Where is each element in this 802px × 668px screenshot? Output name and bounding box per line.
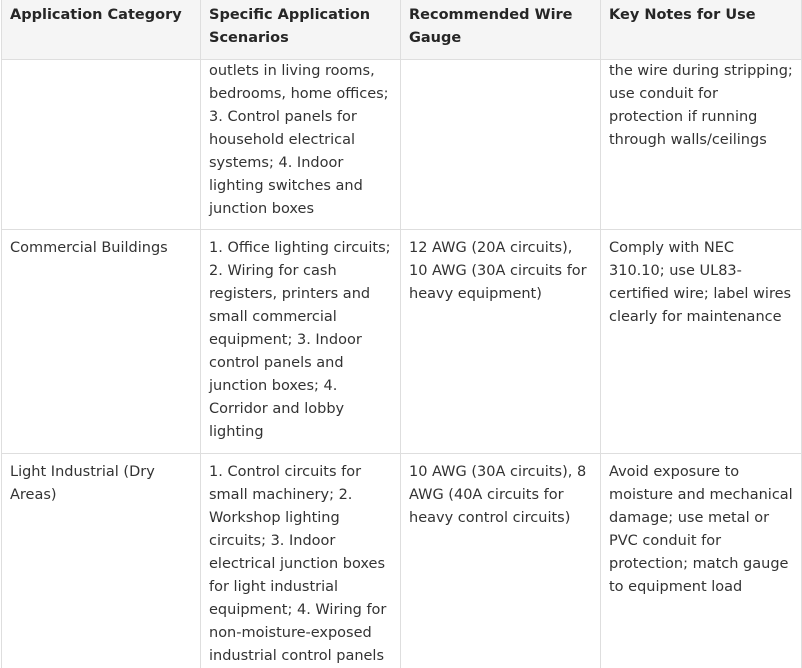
header-specific-application-scenarios: Specific Application Scenarios: [201, 0, 401, 59]
cell-gauge: [401, 229, 601, 453]
cell-gauge-text: 12 AWG (20A circuits), 10 AWG (30A circuits for heavy equipment): [409, 239, 587, 302]
cell-category: [2, 453, 201, 668]
cell-gauge-text: 10 AWG (30A circuits), 8 AWG (40A circuits for heavy control circuits): [409, 463, 587, 526]
cell-category: [2, 229, 201, 453]
table-body: [2, 59, 802, 668]
cell-scenarios-text: outlets in living rooms, bedrooms, home offices; 3. Control panels for household electrical systems; 4. Indoor lighting switches and junction boxes: [209, 62, 389, 217]
header-row: [2, 0, 802, 59]
table-header: [2, 0, 802, 59]
cell-notes: [601, 229, 802, 453]
cell-notes: [601, 453, 802, 668]
cell-scenarios: [201, 229, 401, 453]
table-row: [2, 229, 802, 453]
table-row: [2, 453, 802, 668]
cell-notes-text: the wire during stripping; use conduit for protection if running through walls/ceilings: [609, 62, 793, 148]
cell-scenarios: [201, 453, 401, 668]
header-application-category: Application Category: [2, 0, 201, 59]
cell-notes: [601, 59, 802, 229]
header-recommended-wire-gauge: Recommended Wire Gauge: [401, 0, 601, 59]
cell-scenarios-text: 1. Office lighting circuits; 2. Wiring for cash registers, printers and small commercial equipment; 3. Indoor control panels and junction boxes; 4. Corridor and lobby lighting: [209, 239, 391, 440]
cell-notes-text: Avoid exposure to moisture and mechanical damage; use metal or PVC conduit for protection; match gauge to equipment load: [609, 463, 793, 595]
table-row: [2, 59, 802, 229]
cell-notes-text: Comply with NEC 310.10; use UL83-certified wire; label wires clearly for maintenance: [609, 239, 792, 325]
cell-scenarios: [201, 59, 401, 229]
wire-gauge-table: [1, 0, 802, 668]
cell-gauge: [401, 59, 601, 229]
header-key-notes-for-use: Key Notes for Use: [601, 0, 802, 59]
cell-category-text: Light Industrial (Dry Areas): [10, 463, 155, 503]
cell-category-text: Commercial Buildings: [10, 239, 168, 256]
cell-gauge: [401, 453, 601, 668]
cell-category: [2, 59, 201, 229]
cell-scenarios-text: 1. Control circuits for small machinery; 2. Workshop lighting circuits; 3. Indoor electrical junction boxes for light industrial equipment; 4. Wiring for non-moisture-exposed industrial control panels: [209, 463, 387, 664]
